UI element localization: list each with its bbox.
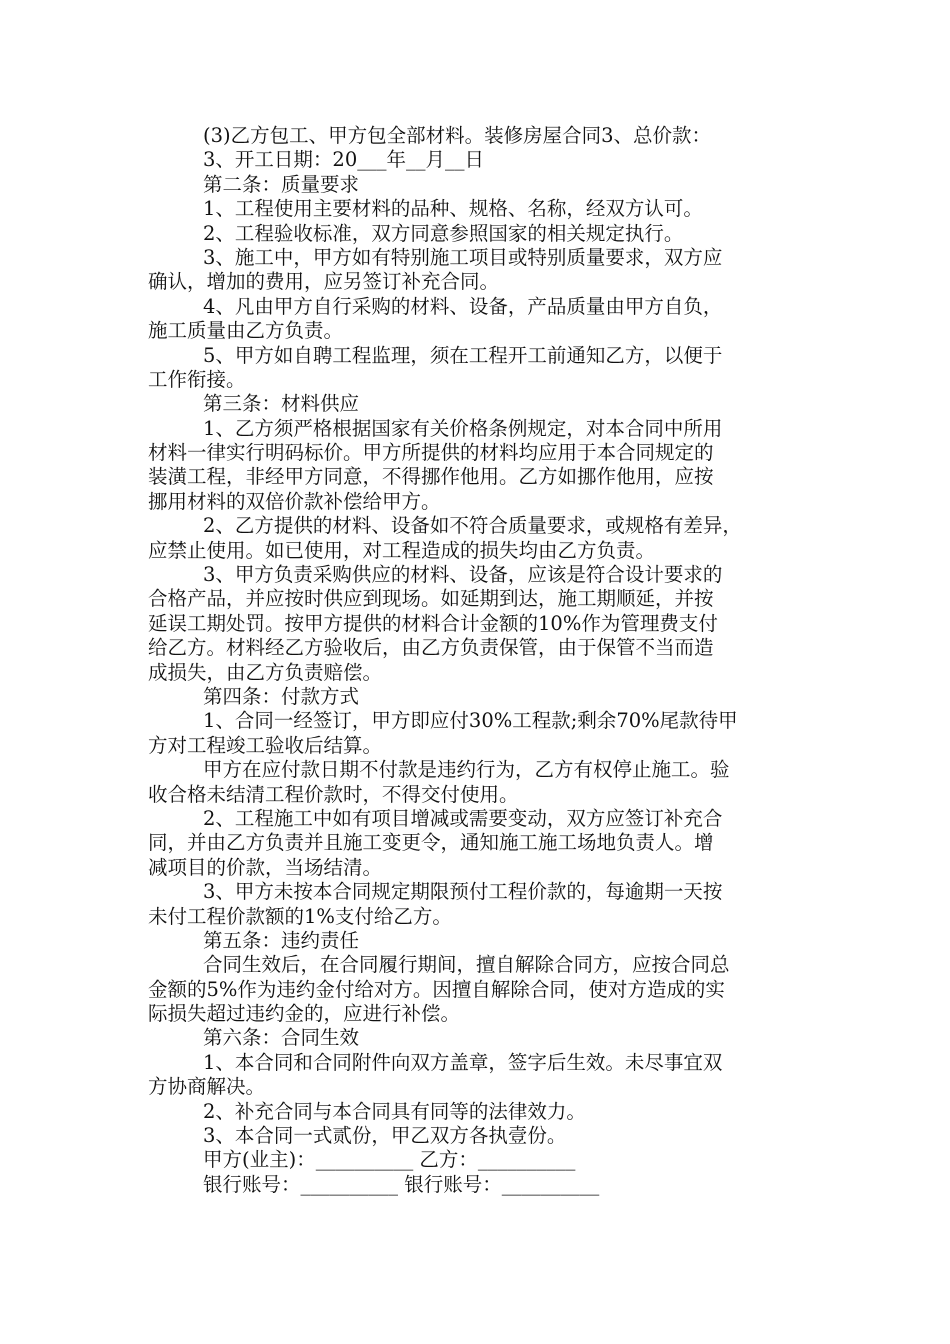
contract-body (148, 124, 808, 1197)
text-line: 1、合同一经签订，甲方即应付30%工程款;剩余70%尾款待甲 (203, 709, 738, 733)
text-line: 4、凡由甲方自行采购的材料、设备，产品质量由甲方自负， (203, 294, 723, 318)
text-line: 3、本合同一式贰份，甲乙双方各执壹份。 (203, 1124, 567, 1148)
text-line: 方对工程竣工验收后结算。 (148, 733, 383, 757)
text-line: 甲方在应付款日期不付款是违约行为，乙方有权停止施工。验 (203, 758, 730, 782)
text-line: 第二条：质量要求 (203, 172, 360, 196)
text-line: 确认，增加的费用，应另签订补充合同。 (148, 270, 500, 294)
text-line: 给乙方。材料经乙方验收后，由乙方负责保管，由于保管不当而造 (148, 636, 714, 660)
text-line: 第五条：违约责任 (203, 928, 360, 952)
text-line: (3)乙方包工、甲方包全部材料。装修房屋合同3、总价款： (203, 124, 712, 147)
text-line: 际损失超过违约金的，应进行补偿。 (148, 1002, 461, 1026)
text-line: 成损失，由乙方负责赔偿。 (148, 660, 383, 684)
text-line: 第三条：材料供应 (203, 392, 360, 416)
text-line: 银行账号：__________ 银行账号：__________ (203, 1172, 600, 1196)
text-line: 2、乙方提供的材料、设备如不符合质量要求，或规格有差异， (203, 514, 742, 538)
text-line: 3、甲方未按本合同规定期限预付工程价款的，每逾期一天按 (203, 880, 723, 904)
text-line: 1、工程使用主要材料的品种、规格、名称，经双方认可。 (203, 197, 703, 221)
text-line: 金额的5%作为违约金付给对方。因擅自解除合同，使对方造成的实 (148, 977, 725, 1001)
text-line: 第六条：合同生效 (203, 1026, 360, 1050)
text-line: 第四条：付款方式 (203, 684, 360, 708)
text-line: 3、开工日期：20___年__月__日 (203, 148, 484, 172)
text-line: 合同生效后，在合同履行期间，擅自解除合同方，应按合同总 (203, 953, 730, 977)
text-line: 同，并由乙方负责并且施工变更令，通知施工施工场地负责人。增 (148, 831, 714, 855)
text-line: 未付工程价款额的1%支付给乙方。 (148, 904, 452, 928)
text-line: 合格产品，并应按时供应到现场。如延期到达，施工期顺延，并按 (148, 587, 714, 611)
text-line: 3、施工中，甲方如有特别施工项目或特别质量要求，双方应 (203, 245, 723, 269)
text-line: 1、本合同和合同附件向双方盖章，签字后生效。未尽事宜双 (203, 1050, 723, 1074)
text-line: 材料一律实行明码标价。甲方所提供的材料均应用于本合同规定的 (148, 441, 714, 465)
text-line: 5、甲方如自聘工程监理，须在工程开工前通知乙方，以便于 (203, 343, 723, 367)
text-line: 2、补充合同与本合同具有同等的法律效力。 (203, 1099, 586, 1123)
text-line: 装潢工程，非经甲方同意，不得挪作他用。乙方如挪作他用，应按 (148, 465, 714, 489)
text-line: 应禁止使用。如已使用，对工程造成的损失均由乙方负责。 (148, 538, 656, 562)
text-line: 施工质量由乙方负责。 (148, 319, 344, 343)
text-line: 方协商解决。 (148, 1075, 266, 1099)
text-line: 收合格未结清工程价款时，不得交付使用。 (148, 782, 519, 806)
text-line: 甲方(业主)：__________ 乙方：__________ (203, 1148, 576, 1172)
text-line: 延误工期处罚。按甲方提供的材料合计金额的10%作为管理费支付 (148, 611, 718, 635)
text-line: 1、乙方须严格根据国家有关价格条例规定，对本合同中所用 (203, 416, 723, 440)
text-line: 2、工程施工中如有项目增减或需要变动，双方应签订补充合 (203, 806, 723, 830)
text-line: 减项目的价款，当场结清。 (148, 855, 383, 879)
text-line: 3、甲方负责采购供应的材料、设备，应该是符合设计要求的 (203, 563, 723, 587)
text-line: 工作衔接。 (148, 367, 246, 391)
text-line: 2、工程验收标准，双方同意参照国家的相关规定执行。 (203, 221, 684, 245)
text-line: 挪用材料的双倍价款补偿给甲方。 (148, 489, 441, 513)
